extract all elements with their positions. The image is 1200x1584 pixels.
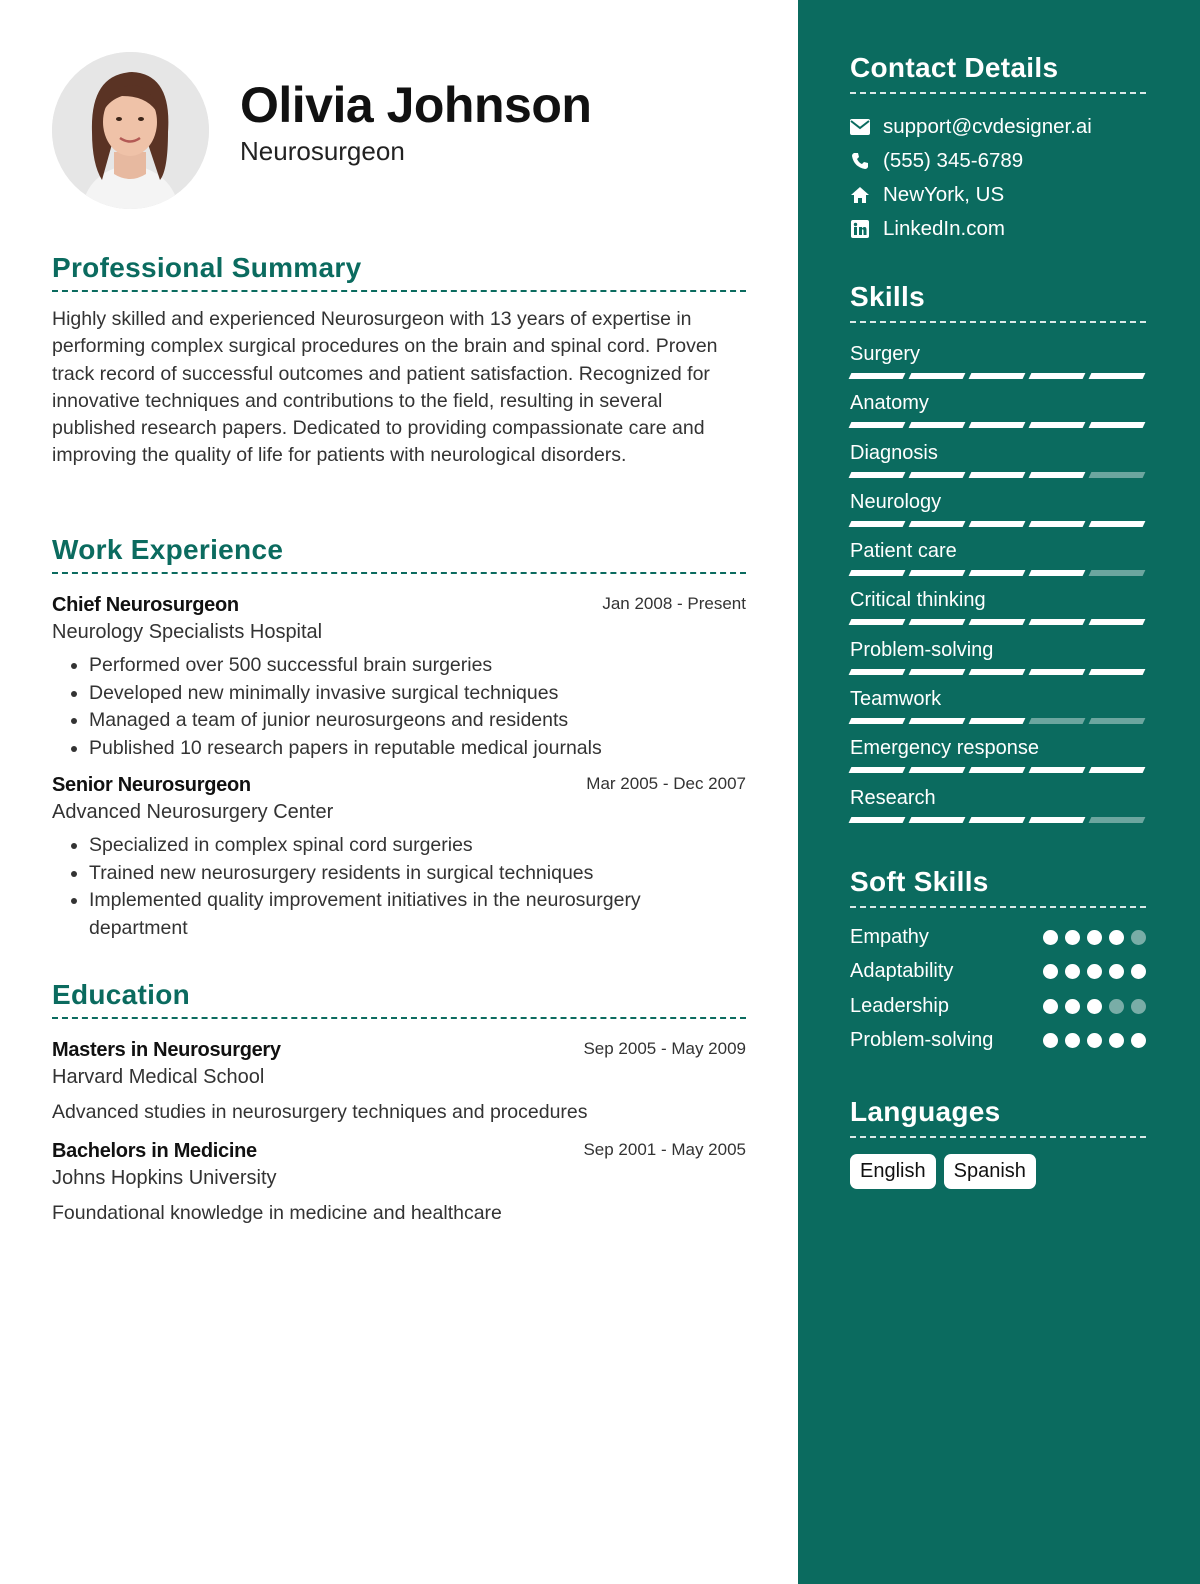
avatar [52,52,209,209]
skill-level-segment [849,373,906,379]
summary-text: Highly skilled and experienced Neurosurgeon with 13 years of expertise in performing complex surgical procedures on the brain and spinal cord. Proven track record of successful outcomes and patient satisfaction. Recognized for innovative techniques and contributions to the field, resulting in several published research papers. Dedicated to providing compassionate care and improving the quality of life for patients with neurological disorders. [52,308,718,467]
education-dates: Sep 2005 - May 2009 [583,1039,746,1058]
education-entry [52,1039,746,1124]
rating-dot [1109,1033,1124,1048]
skill-item [850,432,1146,481]
divider [850,321,1146,323]
section-heading: Soft Skills [850,866,989,897]
skill-level-segment [909,817,966,823]
language-tag: English [850,1154,936,1189]
skill-level-segment [1089,817,1146,823]
skill-level-segment [849,817,906,823]
skill-level-bar [850,718,1144,724]
skill-level-segment [909,718,966,724]
skill-level-segment [1029,422,1086,428]
skill-item [850,382,1146,431]
bullet-item: • Specialized in complex spinal cord surgeries [89,832,712,860]
skill-level-segment [909,422,966,428]
skill-level-segment [969,521,1026,527]
bullet-item: • Published 10 research papers in reputable medical journals [89,735,746,763]
skill-level-segment [969,817,1026,823]
skill-level-segment [969,718,1026,724]
bullet-item: • Trained new neurosurgery residents in surgical techniques [89,860,712,888]
contact-text: support@cvdesigner.ai [883,115,1092,138]
school-name: Johns Hopkins University [52,1167,277,1189]
contact-email[interactable] [850,110,1146,144]
rating-dot [1109,999,1124,1014]
skill-label: Diagnosis [850,441,938,464]
skill-level-bar [850,669,1144,675]
skill-label: Critical thinking [850,589,986,612]
rating-dot [1087,999,1102,1014]
soft-skill-item [850,920,1146,955]
skill-level-segment [909,767,966,773]
skill-level-bar [850,521,1144,527]
rating-dot [1131,930,1146,945]
soft-skill-label: Problem-solving [850,1029,994,1052]
skill-level-segment [969,570,1026,576]
job-organization: Advanced Neurosurgery Center [52,801,334,823]
skill-level-segment [1089,669,1146,675]
job-entry [52,774,746,942]
job-dates: Jan 2008 - Present [602,594,746,613]
section-heading: Skills [850,281,925,312]
skill-item [850,530,1146,579]
soft-skill-rating [1043,999,1146,1014]
skill-level-segment [1089,718,1146,724]
skill-level-segment [849,472,906,478]
skill-level-segment [1029,521,1086,527]
skill-level-segment [969,422,1026,428]
soft-skill-rating [1043,930,1146,945]
rating-dot [1065,930,1080,945]
rating-dot [1087,1033,1102,1048]
rating-dot [1131,964,1146,979]
skill-level-bar [850,570,1144,576]
job-entry [52,594,746,762]
job-bullets [52,832,712,942]
language-tag: Spanish [944,1154,1036,1189]
phone-icon [850,151,870,171]
skill-level-segment [1029,619,1086,625]
rating-dot [1087,964,1102,979]
skill-level-segment [1029,767,1086,773]
bullet-item: • Managed a team of junior neurosurgeons and residents [89,707,746,735]
skill-level-segment [1089,570,1146,576]
skill-level-segment [1029,570,1086,576]
skill-level-segment [969,373,1026,379]
section-heading: Professional Summary [52,252,362,283]
divider [52,1017,746,1019]
skill-level-segment [909,373,966,379]
skill-label: Teamwork [850,688,942,711]
education-description: Foundational knowledge in medicine and healthcare [52,1202,502,1224]
bullet-item: • Developed new minimally invasive surgical techniques [89,680,746,708]
languages-section [850,1096,1146,1189]
skill-label: Problem-solving [850,638,994,661]
section-heading: Work Experience [52,534,284,565]
language-list [850,1154,1146,1189]
contact-text: NewYork, US [883,183,1005,206]
skill-level-segment [849,669,906,675]
skill-label: Patient care [850,540,957,563]
divider [52,572,746,574]
candidate-name: Olivia Johnson [240,77,592,133]
soft-skill-item [850,989,1146,1024]
summary-section [52,252,746,470]
experience-section [52,534,746,942]
section-heading: Contact Details [850,52,1059,83]
job-title: Chief Neurosurgeon [52,594,239,616]
rating-dot [1043,1033,1058,1048]
sidebar [798,0,1200,1584]
skill-level-bar [850,472,1144,478]
soft-skill-item [850,1024,1146,1059]
skill-item [850,678,1146,727]
skill-level-segment [969,669,1026,675]
skill-item [850,333,1146,382]
skill-level-segment [849,570,906,576]
skill-item [850,579,1146,628]
divider [52,290,746,292]
bullet-item: • Performed over 500 successful brain surgeries [89,652,746,680]
skill-level-segment [1029,718,1086,724]
section-heading: Education [52,979,191,1010]
job-organization: Neurology Specialists Hospital [52,621,323,643]
rating-dot [1131,999,1146,1014]
skill-level-segment [1029,669,1086,675]
skill-level-segment [909,472,966,478]
skill-level-segment [849,718,906,724]
job-bullets [52,652,746,762]
rating-dot [1065,964,1080,979]
soft-skill-rating [1043,964,1146,979]
degree-title: Masters in Neurosurgery [52,1039,281,1061]
rating-dot [1065,999,1080,1014]
job-dates: Mar 2005 - Dec 2007 [586,774,746,793]
skill-level-segment [1029,373,1086,379]
skill-level-segment [969,619,1026,625]
profile-photo [52,52,209,209]
education-description: Advanced studies in neurosurgery techniques and procedures [52,1101,588,1123]
divider [850,1136,1146,1138]
soft-skill-item [850,955,1146,990]
education-dates: Sep 2001 - May 2005 [583,1140,746,1159]
contact-text: (555) 345-6789 [883,149,1024,172]
skill-level-segment [849,521,906,527]
skill-level-segment [969,472,1026,478]
skill-level-segment [1029,472,1086,478]
rating-dot [1087,930,1102,945]
rating-dot [1043,930,1058,945]
skill-level-segment [849,767,906,773]
skill-level-segment [909,521,966,527]
skill-item [850,777,1146,826]
skill-level-segment [1089,472,1146,478]
skill-level-segment [909,669,966,675]
skill-level-bar [850,767,1144,773]
rating-dot [1109,964,1124,979]
skill-label: Emergency response [850,737,1039,760]
skill-level-segment [1089,767,1146,773]
skill-level-segment [1029,817,1086,823]
rating-dot [1043,964,1058,979]
rating-dot [1131,1033,1146,1048]
soft-skill-label: Leadership [850,994,949,1017]
soft-skills-list [850,920,1146,1058]
section-heading: Languages [850,1096,1001,1127]
job-title: Senior Neurosurgeon [52,774,251,796]
education-entry [52,1140,746,1225]
soft-skill-label: Adaptability [850,960,954,983]
skill-label: Research [850,786,936,809]
candidate-title: Neurosurgeon [240,136,405,166]
rating-dot [1065,1033,1080,1048]
skill-item [850,481,1146,530]
rating-dot [1043,999,1058,1014]
contact-location [850,178,1146,212]
divider [850,906,1146,908]
degree-title: Bachelors in Medicine [52,1140,257,1162]
soft-skills-section [850,866,1146,1058]
skill-item [850,727,1146,776]
skill-item [850,629,1146,678]
home-icon [850,185,870,205]
contact-section [850,52,1146,246]
soft-skill-label: Empathy [850,925,929,948]
skill-level-bar [850,422,1144,428]
contact-phone[interactable] [850,144,1146,178]
skill-level-segment [849,619,906,625]
skill-level-segment [1089,422,1146,428]
skill-level-segment [849,422,906,428]
skill-level-bar [850,373,1144,379]
skill-level-segment [1089,619,1146,625]
skill-level-segment [969,767,1026,773]
skill-level-segment [1089,373,1146,379]
school-name: Harvard Medical School [52,1066,265,1088]
skills-section [850,281,1146,826]
skill-level-bar [850,619,1144,625]
contact-linkedin[interactable] [850,212,1146,246]
contact-text: LinkedIn.com [883,217,1005,240]
education-section [52,979,746,1225]
skill-level-bar [850,817,1144,823]
skill-level-segment [909,619,966,625]
linkedin-icon [850,219,870,239]
soft-skill-rating [1043,1033,1146,1048]
bullet-item: • Implemented quality improvement initiatives in the neurosurgery department [89,887,712,942]
skill-label: Neurology [850,490,942,513]
skill-label: Anatomy [850,392,929,415]
skills-list [850,333,1146,826]
skill-level-segment [1089,521,1146,527]
envelope-icon [850,117,870,137]
skill-label: Surgery [850,343,921,365]
divider [850,92,1146,94]
skill-level-segment [909,570,966,576]
rating-dot [1109,930,1124,945]
